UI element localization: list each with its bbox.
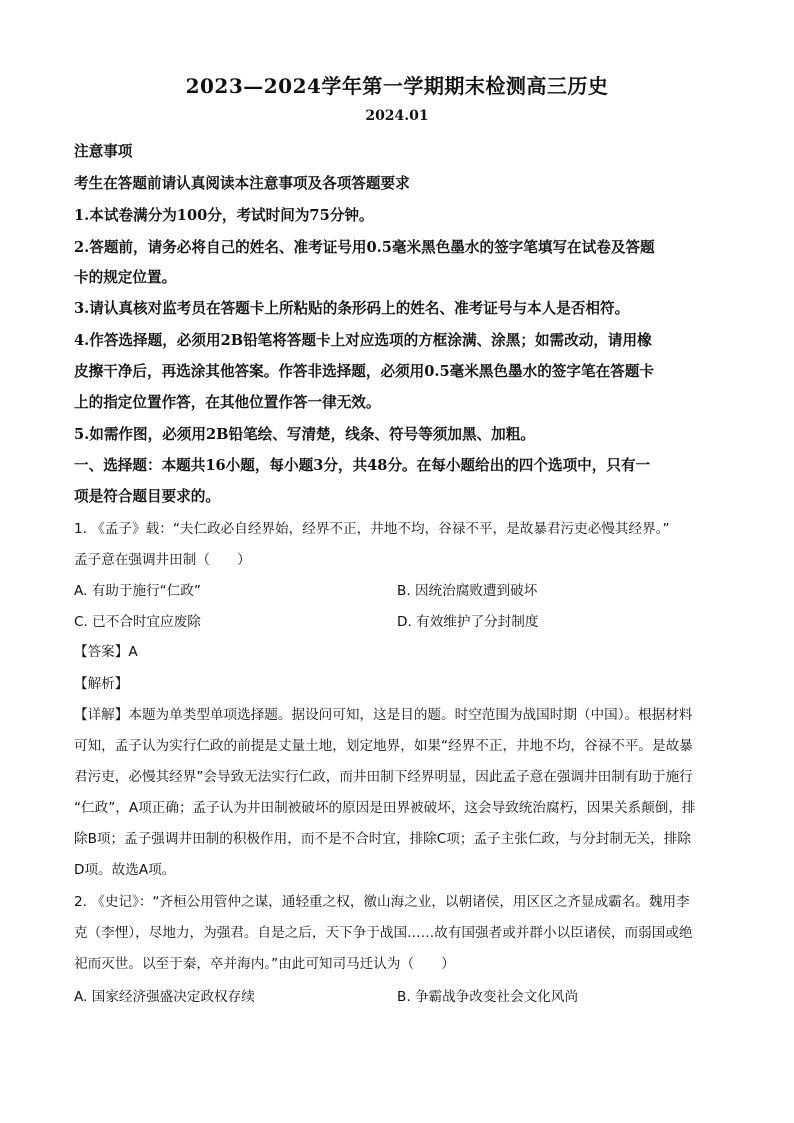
question-1-option-c: C. 已不合时宜应废除	[74, 614, 201, 630]
notice-subheading: 考生在答题前请认真阅读本注意事项及各项答题要求	[74, 175, 410, 192]
question-1-detail: “仁政”，A项正确；孟子认为井田制被破坏的原因是田界被破坏，这会导致统治腐朽，因果关系颠倒，排	[74, 800, 696, 816]
question-2-option-b: B. 争霸战争改变社会文化风尚	[397, 989, 579, 1005]
exam-date: 2024.01	[365, 108, 429, 124]
notice-line: 1.本试卷满分为100分，考试时间为75分钟。	[74, 207, 374, 224]
question-1-detail: 除B项；孟子强调井田制的积极作用，而不是不合时宜，排除C项；孟子主张仁政，与分封制无关，排除	[74, 831, 691, 847]
question-2-stem: 祀而灭世。以至于秦，卒并海内。”由此可知司马迁认为（ ）	[74, 956, 455, 972]
question-1-stem: 1. 《孟子》载：“夫仁政必自经界始，经界不正，井地不均，谷禄不平，是故暴君污吏必慢其经界。”	[74, 521, 670, 537]
notice-line: 4.作答选择题，必须用2B铅笔将答题卡上对应选项的方框涂满、涂黑；如需改动，请用橡	[74, 332, 652, 349]
notice-line: 卡的规定位置。	[74, 269, 177, 286]
notice-line: 上的指定位置作答，在其他位置作答一律无效。	[74, 394, 381, 411]
notice-line: 5.如需作图，必须用2B铅笔绘、写清楚，线条、符号等须加黑、加粗。	[74, 426, 535, 443]
question-1-detail: 可知，孟子认为实行仁政的前提是丈量土地，划定地界，如果“经界不正，井地不均，谷禄不平。是故暴	[74, 738, 693, 754]
question-1-option-d: D. 有效维护了分封制度	[397, 614, 539, 630]
question-2-option-a: A. 国家经济强盛决定政权存续	[74, 989, 255, 1005]
question-1-option-b: B. 因统治腐败遭到破坏	[397, 583, 538, 599]
notice-heading: 注意事项	[74, 143, 133, 160]
section-heading: 一、选择题：本题共16小题，每小题3分，共48分。在每小题给出的四个选项中，只有一	[74, 457, 651, 474]
notice-line: 2.答题前，请务必将自己的姓名、准考证号用0.5毫米黑色墨水的签字笔填写在试卷及答题	[74, 239, 655, 256]
question-1-option-a: A. 有助于施行“仁政”	[74, 583, 201, 599]
notice-line: 3.请认真核对监考员在答题卡上所粘贴的条形码上的姓名、准考证号与本人是否相符。	[74, 300, 630, 317]
question-1-detail: 君污吏，必慢其经界”会导致无法实行仁政，而井田制下经界明显，因此孟子意在强调井田制有助于施行	[74, 769, 693, 785]
notice-line: 皮擦干净后，再选涂其他答案。作答非选择题，必须用0.5毫米黑色墨水的签字笔在答题卡	[74, 363, 654, 380]
question-1-answer: 【答案】A	[74, 644, 138, 660]
question-1-stem: 孟子意在强调井田制（ ）	[74, 552, 251, 568]
section-heading: 项是符合题目要求的。	[74, 488, 220, 505]
question-2-stem: 克（李悝），尽地力，为强君。自是之后，天下争于战国……故有国强者或并群小以臣诸侯，而弱国或绝	[74, 925, 693, 941]
question-1-detail: D项。故选A项。	[74, 862, 176, 878]
question-1-analysis-label: 【解析】	[74, 676, 129, 692]
question-1-detail: 【详解】本题为单类型单项选择题。据设问可知，这是目的题。时空范围为战国时期（中国）。根据材料	[74, 707, 693, 723]
question-2-stem: 2. 《史记》：“齐桓公用管仲之谋，通轻重之权，徼山海之业，以朝诸侯，用区区之齐显成霸名。魏用李	[74, 894, 690, 910]
page-title: 2023—2024学年第一学期期末检测高三历史	[185, 74, 609, 98]
